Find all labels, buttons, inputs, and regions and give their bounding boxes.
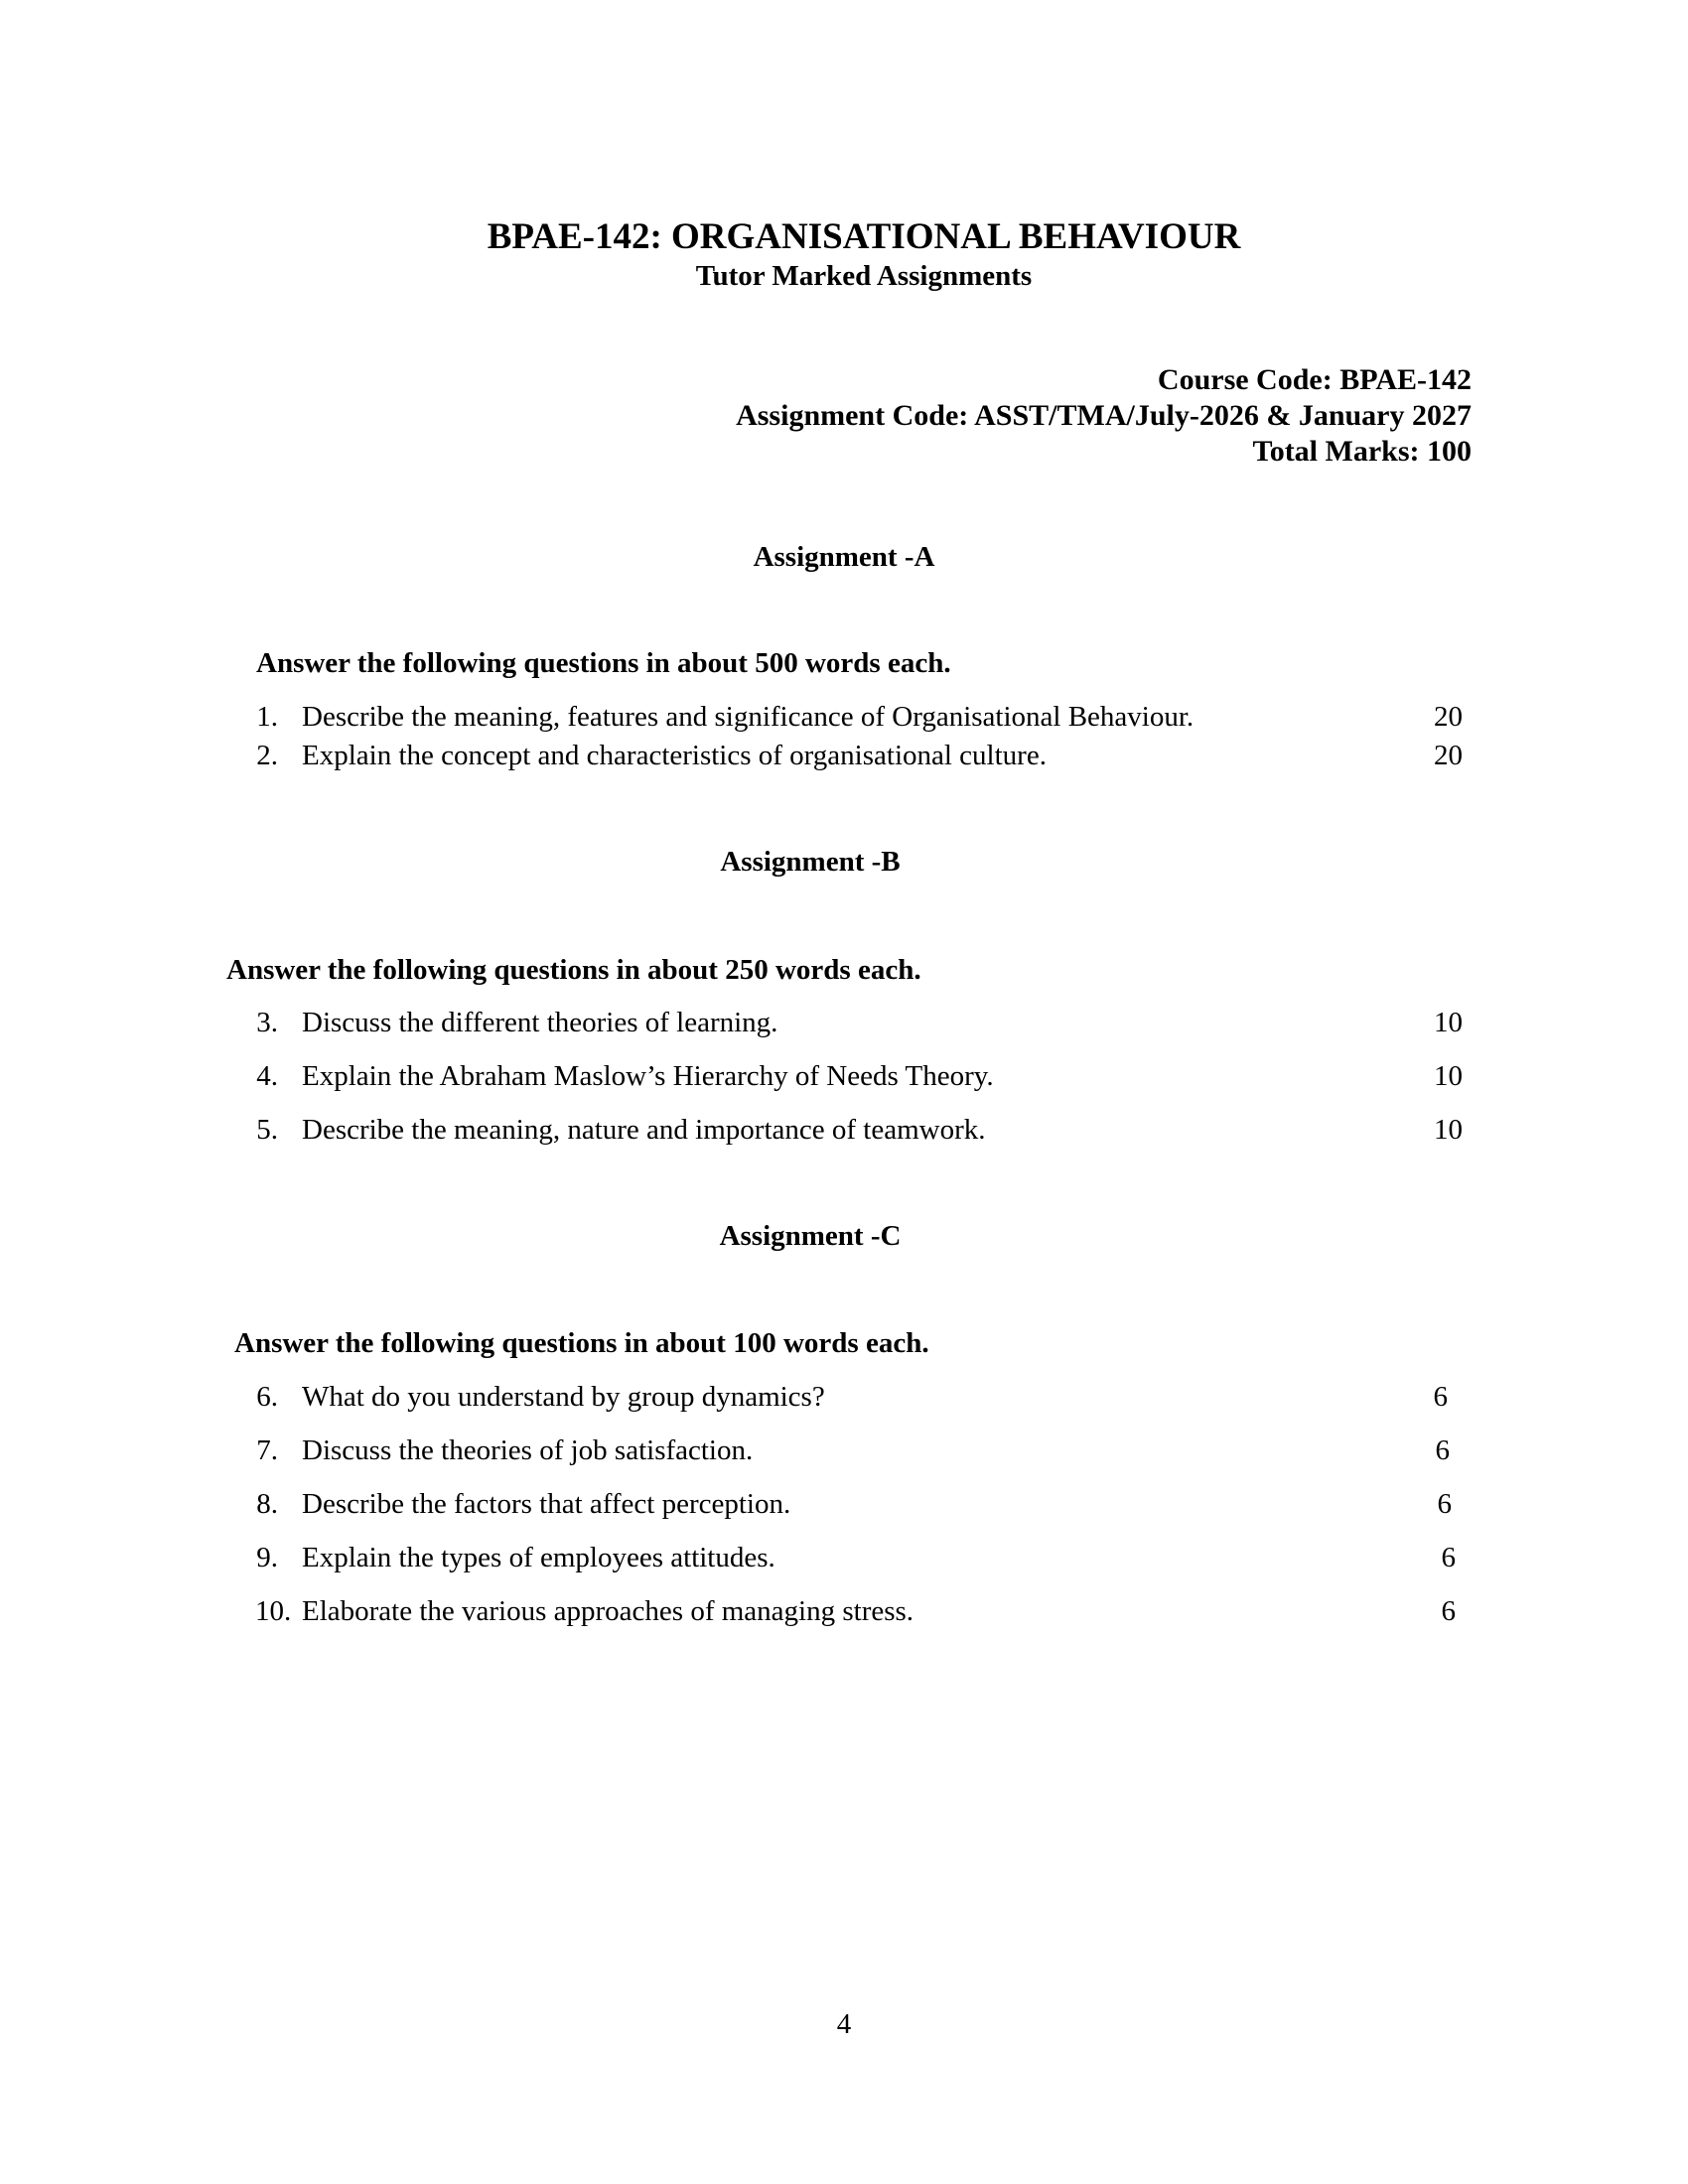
section-instruction-a: Answer the following questions in about 500 words each.	[256, 647, 951, 679]
question-number: 1.	[256, 701, 278, 733]
section-heading-c: Assignment -C	[719, 1220, 902, 1252]
question-text: Describe the meaning, nature and importance of teamwork.	[302, 1114, 986, 1146]
question-text: Explain the Abraham Maslow’s Hierarchy of Needs Theory.	[302, 1060, 994, 1092]
question-marks: 10	[1434, 1007, 1463, 1038]
section-heading-b: Assignment -B	[720, 846, 901, 878]
question-number: 6.	[256, 1381, 278, 1413]
question-text: Explain the concept and characteristics of organisational culture.	[302, 740, 1047, 771]
assignment-code: Assignment Code: ASST/TMA/July-2026 & January 2027	[736, 399, 1472, 432]
question-text: What do you understand by group dynamics?	[302, 1381, 825, 1413]
question-number: 5.	[256, 1114, 278, 1146]
question-text: Discuss the theories of job satisfaction.	[302, 1434, 754, 1466]
total-marks: Total Marks: 100	[1252, 435, 1472, 468]
question-text: Describe the meaning, features and significance of Organisational Behaviour.	[302, 701, 1195, 733]
question-number: 10.	[255, 1595, 292, 1627]
question-text: Discuss the different theories of learning.	[302, 1007, 778, 1038]
document-subtitle: Tutor Marked Assignments	[695, 260, 1033, 292]
section-instruction-c: Answer the following questions in about 100 words each.	[234, 1327, 929, 1359]
question-number: 4.	[256, 1060, 278, 1092]
question-text: Explain the types of employees attitudes.	[302, 1542, 775, 1573]
question-marks: 6	[1441, 1542, 1456, 1573]
section-instruction-b: Answer the following questions in about 250 words each.	[226, 954, 921, 986]
question-text: Elaborate the various approaches of managing stress.	[302, 1595, 914, 1627]
question-number: 2.	[256, 740, 278, 771]
question-marks: 6	[1441, 1595, 1456, 1627]
question-text: Describe the factors that affect perception.	[302, 1488, 791, 1520]
question-number: 9.	[256, 1542, 278, 1573]
course-code: Course Code: BPAE-142	[1157, 363, 1472, 396]
question-marks: 6	[1435, 1434, 1450, 1466]
question-number: 3.	[256, 1007, 278, 1038]
question-number: 7.	[256, 1434, 278, 1466]
question-marks: 10	[1434, 1060, 1463, 1092]
question-marks: 6	[1433, 1381, 1448, 1413]
question-marks: 20	[1434, 740, 1463, 771]
question-number: 8.	[256, 1488, 278, 1520]
page-number: 4	[836, 2008, 852, 2040]
document-title: BPAE-142: ORGANISATIONAL BEHAVIOUR	[487, 216, 1241, 257]
question-marks: 20	[1434, 701, 1463, 733]
question-marks: 10	[1434, 1114, 1463, 1146]
question-marks: 6	[1437, 1488, 1452, 1520]
section-heading-a: Assignment -A	[753, 541, 935, 573]
